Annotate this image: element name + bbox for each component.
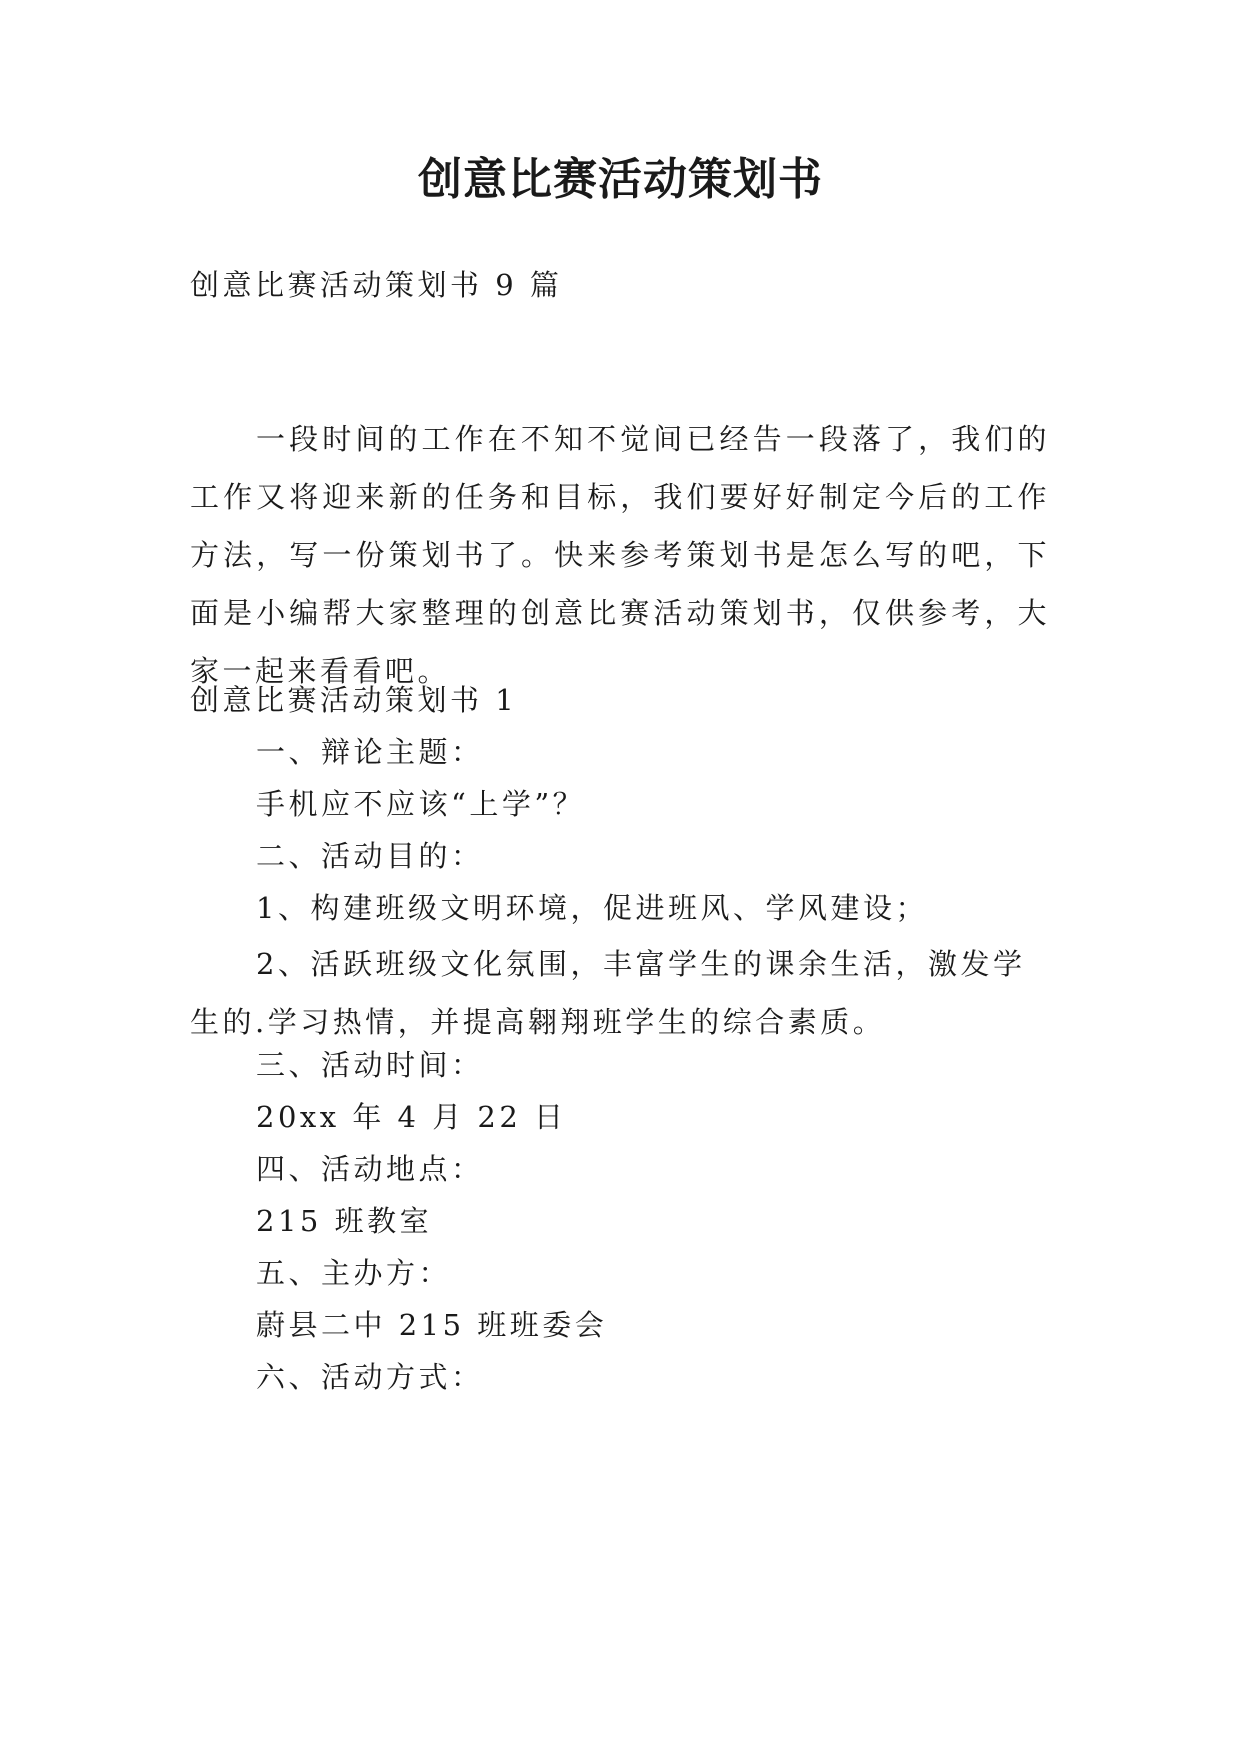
heading-time: 三、活动时间： [256, 1048, 484, 1082]
organizer-text: 蔚县二中 215 班班委会 [256, 1308, 608, 1342]
heading-format: 六、活动方式： [256, 1360, 484, 1394]
purpose-item-1: 1、构建班级文明环境，促进班风、学风建设； [256, 891, 928, 925]
heading-purpose: 二、活动目的： [256, 839, 484, 873]
intro-paragraph: 一段时间的工作在不知不觉间已经告一段落了，我们的工作又将迎来新的任务和目标，我们要好好制定今后的工作方法，写一份策划书了。快来参考策划书是怎么写的吧，下面是小编帮大家整理的创意比赛活动策划书，仅供参考，大家一起来看看吧。 [190, 422, 1050, 688]
document-subtitle: 创意比赛活动策划书 9 篇 [190, 268, 563, 302]
debate-topic-text: 手机应不应该“上学”？ [256, 787, 586, 821]
purpose-item-2: 2、活跃班级文化氛围，丰富学生的课余生活，激发学生的.学习热情，并提高翱翔班学生的综合素质。 [190, 947, 1026, 1039]
time-text: 20xx 年 4 月 22 日 [256, 1100, 567, 1134]
section-heading: 创意比赛活动策划书 1 [190, 683, 518, 717]
heading-debate-topic: 一、辩论主题： [256, 735, 484, 769]
document-title: 创意比赛活动策划书 [418, 154, 823, 205]
heading-location: 四、活动地点： [256, 1152, 484, 1186]
heading-organizer: 五、主办方： [256, 1256, 452, 1290]
location-text: 215 班教室 [256, 1204, 433, 1238]
